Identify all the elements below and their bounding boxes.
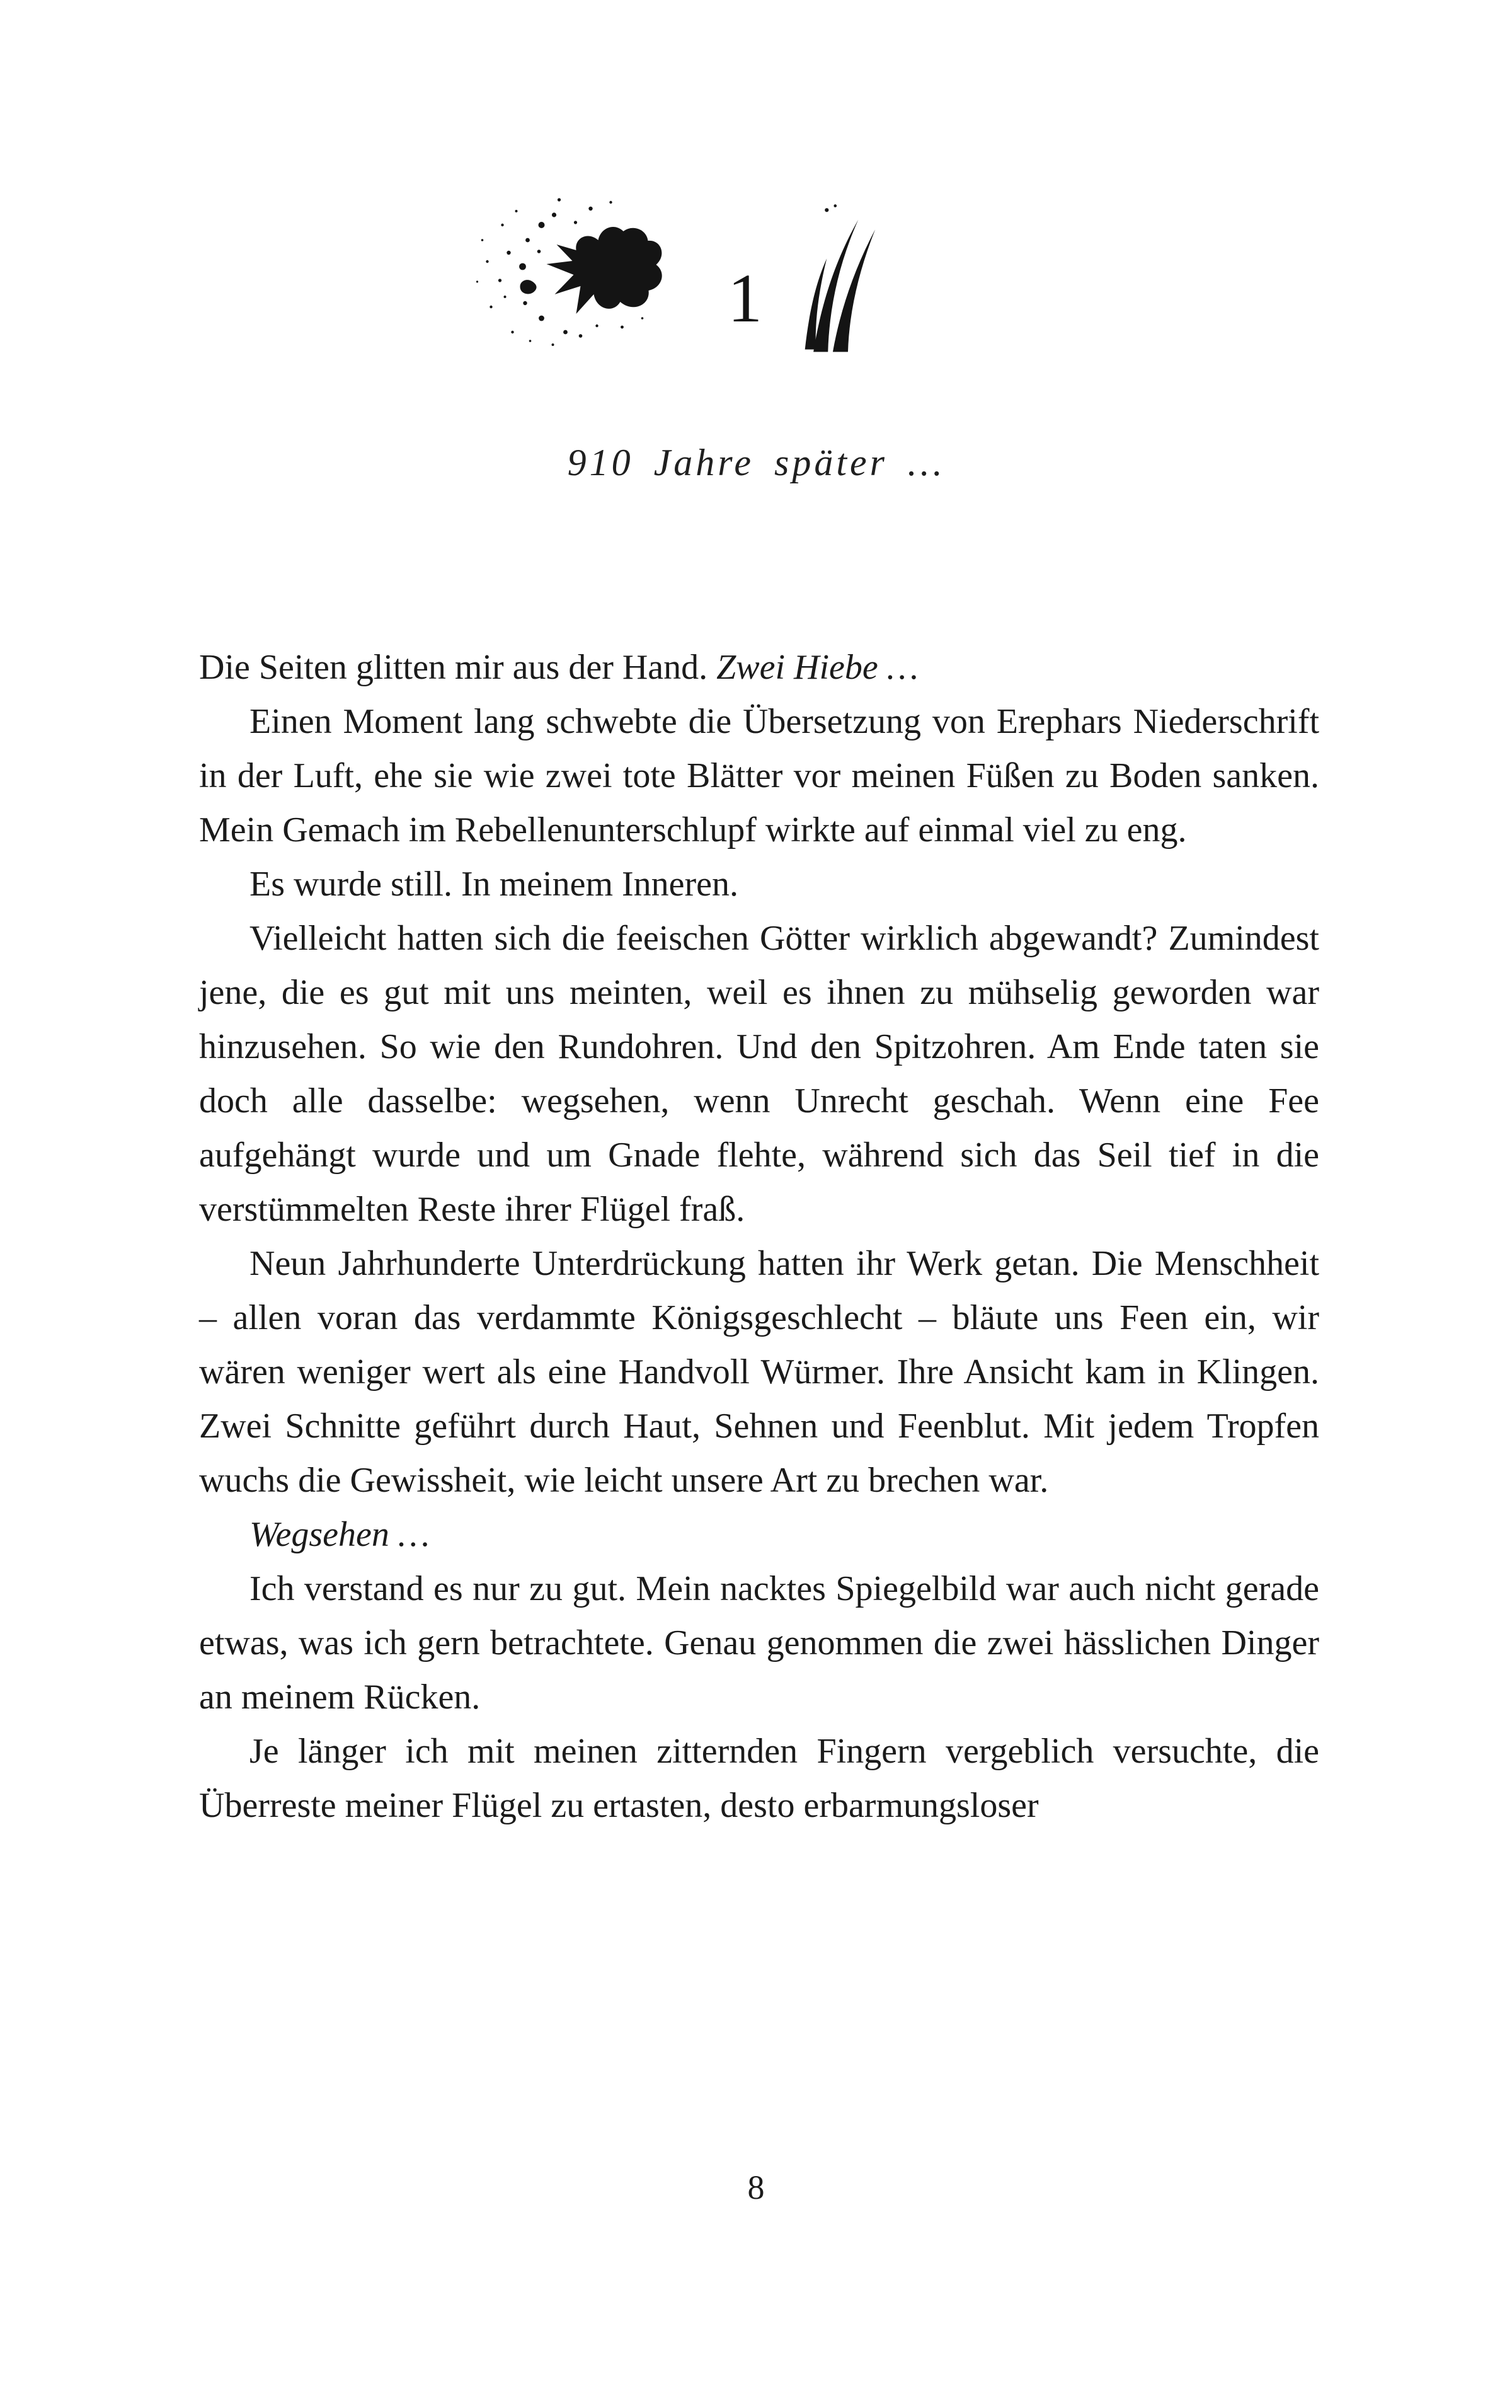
text-run: Je länger ich mit meinen zitternden Fingern vergeblich versuchte, die Überreste meiner Flügel zu ertasten, desto erbarmungsloser <box>199 1732 1319 1825</box>
text-run: Einen Moment lang schwebte die Übersetzung von Erephars Niederschrift in der Luft, ehe sie wie zwei tote Blätter vor meinen Füßen zu Boden sanken. Mein Gemach im Rebellenunterschlupf wirkte auf einmal viel zu eng. <box>199 702 1319 850</box>
text-run: Es wurde still. In meinem Inneren. <box>249 865 739 904</box>
chapter-number: 1 <box>728 259 762 337</box>
paragraph <box>199 911 1319 1236</box>
paragraph <box>199 1236 1319 1507</box>
text-run: Die Seiten glitten mir aus der Hand. <box>199 648 717 687</box>
feather-flourish-icon <box>800 204 879 357</box>
page-number: 8 <box>747 2169 765 2206</box>
text-run: Vielleicht hatten sich die feeischen Götter wirklich abgewandt? Zumindest jene, die es gut mit uns meinten, weil es ihnen zu mühselig geworden war hinzusehen. So wie den Rundohren. Und den Spitzohren. Am Ende taten sie doch alle dasselbe: wegsehen, wenn Unrecht geschah. Wenn eine Fee aufgehängt wurde und um Gnade flehte, während sich das Seil tief in die verstümmelten Reste ihrer Flügel fraß. <box>199 919 1319 1229</box>
chapter-header <box>463 186 879 375</box>
chapter-subtitle: 910 Jahre später … <box>567 442 945 483</box>
paragraph <box>199 857 1319 911</box>
paragraph <box>199 1507 1319 1562</box>
paragraph <box>199 694 1319 857</box>
text-run: Neun Jahrhunderte Unterdrückung hatten ihr Werk getan. Die Menschheit – allen voran das verdammte Königsgeschlecht – bläute uns Feen ein, wir wären weniger wert als eine Handvoll Würmer. Ihre Ansicht kam in Klingen. Zwei Schnitte geführt durch Haut, Sehnen und Feenblut. Mit jedem Tropfen wuchs die Gewissheit, wie leicht unsere Art zu brechen war. <box>199 1244 1319 1500</box>
paragraph <box>199 1724 1319 1833</box>
ink-splatter-icon <box>463 186 693 375</box>
italic-text-run: Wegsehen … <box>249 1515 430 1554</box>
body-text <box>199 640 1319 1833</box>
paragraph <box>199 640 1319 694</box>
text-run: Ich verstand es nur zu gut. Mein nacktes Spiegelbild war auch nicht gerade etwas, was ich gern betrachtete. Genau genommen die zwei hässlichen Dinger an meinem Rücken. <box>199 1569 1319 1717</box>
paragraph <box>199 1562 1319 1724</box>
italic-text-run: Zwei Hiebe … <box>716 648 919 687</box>
